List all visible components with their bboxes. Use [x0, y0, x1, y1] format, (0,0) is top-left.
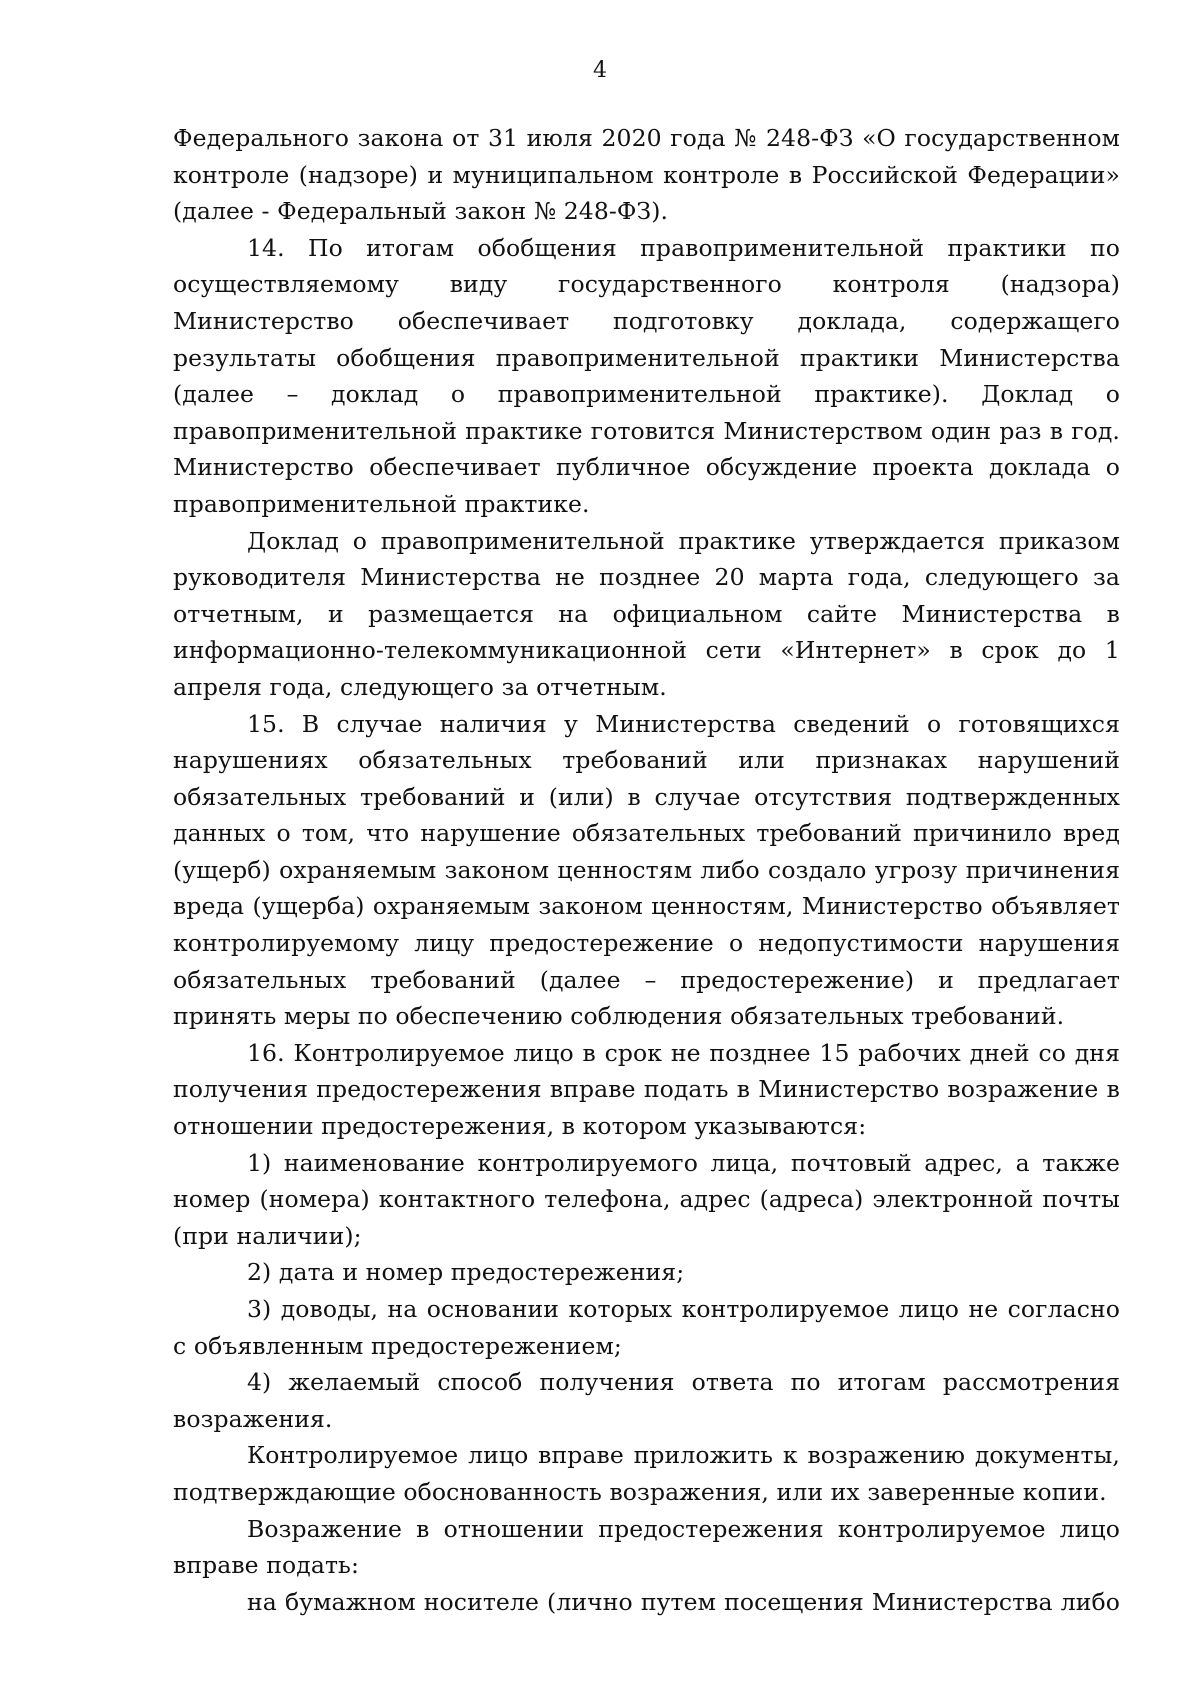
paragraph: 14. По итогам обобщения правоприменительной практики по осуществляемому виду государственного контроля (надзора) Министерство обеспечивает подготовку доклада, содержащего результаты обобщения правоприменительной практики Министерства (далее – доклад о правоприменительной практике). Доклад о правоприменительной практике готовится Министерством один раз в год. Министерство обеспечивает публичное обсуждение проекта доклада о правоприменительной практике.: [173, 233, 1120, 518]
paragraph: 15. В случае наличия у Министерства сведений о готовящихся нарушениях обязательных требований или признаках нарушений обязательных требований и (или) в случае отсутствия подтвержденных данных о том, что нарушение обязательных требований причинило вред (ущерб) охраняемым законом ценностям либо создало угрозу причинения вреда (ущерба) охраняемым законом ценностям, Министерство объявляет контролируемому лицу предостережение о недопустимости нарушения обязательных требований (далее – предостережение) и предлагает принять меры по обеспечению соблюдения обязательных требований.: [173, 709, 1120, 1031]
paragraph: Контролируемое лицо вправе приложить к возражению документы, подтверждающие обоснованность возражения, или их заверенные копии.: [173, 1441, 1120, 1506]
paragraph: Доклад о правоприменительной практике утверждается приказом руководителя Министерства не позднее 20 марта года, следующего за отчетным, и размещается на официальном сайте Министерства в информационно-телекоммуникационной сети «Интернет» в срок до 1 апреля года, следующего за отчетным.: [173, 526, 1120, 701]
list-item: 3) доводы, на основании которых контролируемое лицо не согласно с объявленным предостережением;: [173, 1295, 1120, 1360]
list-item: 1) наименование контролируемого лица, почтовый адрес, а также номер (номера) контактного телефона, адрес (адреса) электронной почты (при наличии);: [173, 1148, 1120, 1250]
page-number: 4: [593, 58, 607, 83]
paragraph: Федерального закона от 31 июля 2020 года № 248-ФЗ «О государственном контроле (надзоре) и муниципальном контроле в Российской Федерации» (далее - Федеральный закон № 248-ФЗ).: [173, 124, 1120, 226]
list-item: 2) дата и номер предостережения;: [247, 1258, 685, 1287]
list-item: 4) желаемый способ получения ответа по итогам рассмотрения возражения.: [173, 1368, 1120, 1433]
document-body: [173, 120, 1120, 1620]
paragraph: на бумажном носителе (лично путем посещения Министерства либо: [247, 1587, 1120, 1616]
paragraph: 16. Контролируемое лицо в срок не позднее 15 рабочих дней со дня получения предостережения вправе подать в Министерство возражение в отношении предостережения, в котором указываются:: [173, 1038, 1120, 1141]
paragraph: Возражение в отношении предостережения контролируемое лицо вправе подать:: [173, 1514, 1120, 1580]
